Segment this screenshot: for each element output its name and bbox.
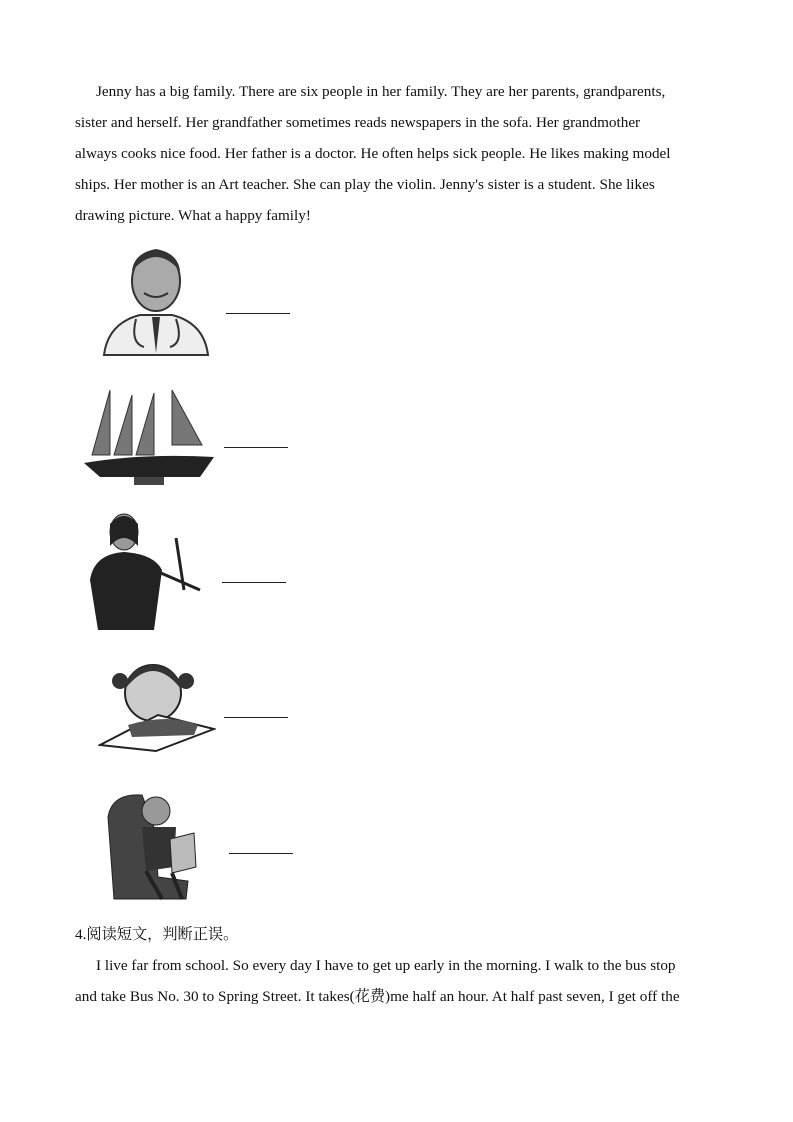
passage-line: always cooks nice food. Her father is a doctor. He often helps sick people. He likes making model — [75, 145, 671, 162]
violin-player-picture — [84, 510, 204, 632]
girl-drawing-picture — [98, 653, 216, 753]
answer-blank[interactable] — [224, 447, 288, 448]
model-ship-picture — [82, 385, 217, 487]
passage-line: sister and herself. Her grandfather sometimes reads newspapers in the sofa. Her grandmother — [75, 114, 641, 131]
doctor-picture — [100, 243, 212, 358]
answer-blank[interactable] — [229, 853, 293, 854]
passage-line: and take Bus No. 30 to Spring Street. It takes(花费)me half an hour. At half past seven, I get off the — [75, 988, 680, 1005]
answer-blank[interactable] — [226, 313, 290, 314]
passage-line: I live far from school. So every day I have to get up early in the morning. I walk to the bus stop — [96, 957, 676, 974]
answer-blank[interactable] — [224, 717, 288, 718]
answer-blank[interactable] — [222, 582, 286, 583]
passage-line: drawing picture. What a happy family! — [75, 207, 311, 224]
passage-line: ships. Her mother is an Art teacher. She can play the violin. Jenny's sister is a student. She likes — [75, 176, 655, 193]
question-title: 4.阅读短文，判断正误。 — [75, 926, 239, 943]
passage-line: Jenny has a big family. There are six people in her family. They are her parents, grandparents, — [96, 83, 666, 100]
grandfather-reading-picture — [102, 787, 202, 905]
